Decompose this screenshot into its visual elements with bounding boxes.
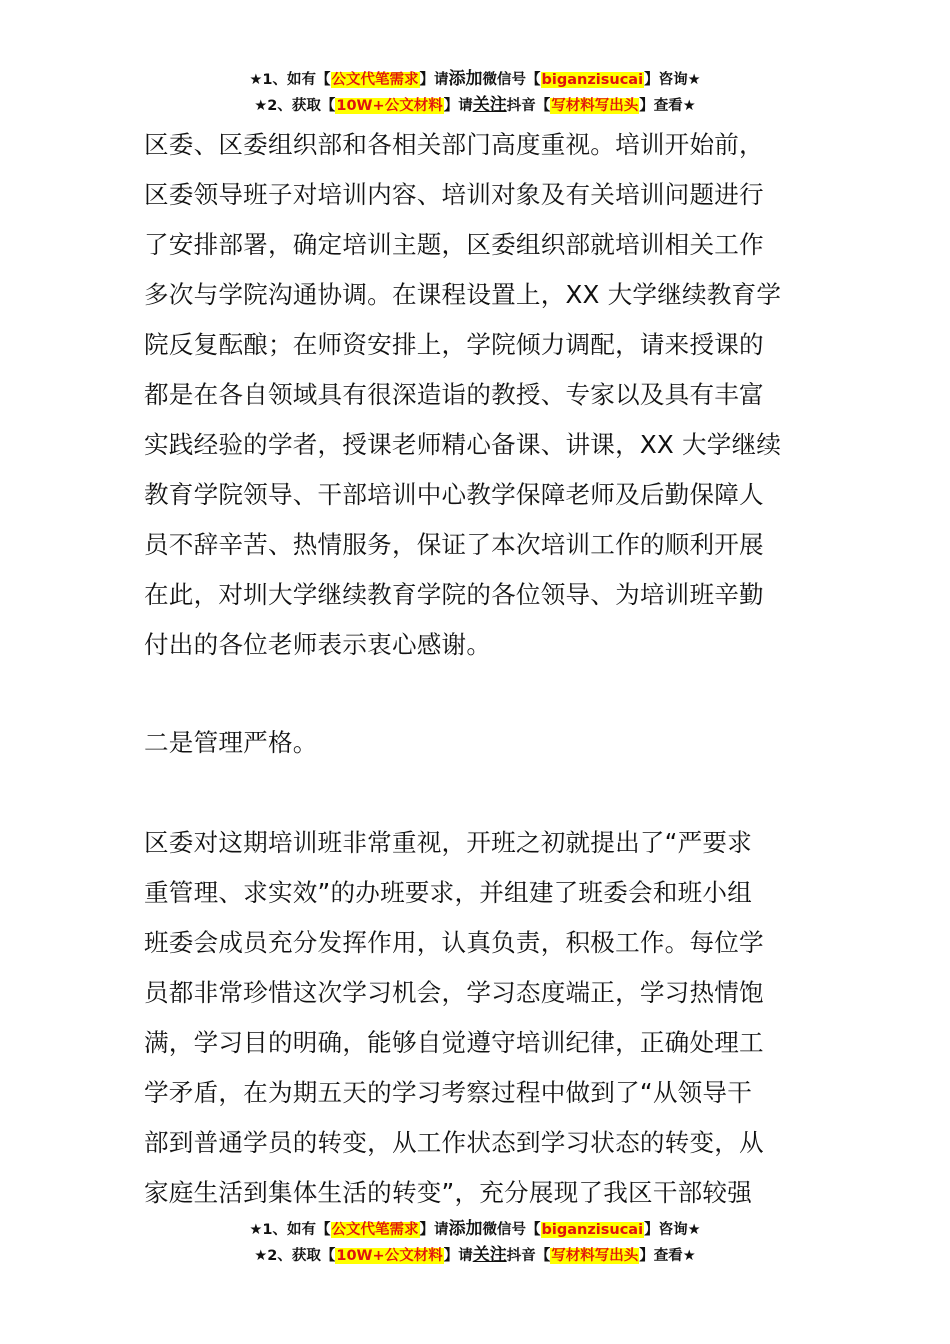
- footer-banner: [0, 1216, 950, 1268]
- banner-emphasis: 关注: [472, 1245, 507, 1265]
- banner-line-1: [0, 66, 950, 92]
- text-line: 班委会成员充分发挥作用，认真负责，积极工作。每位学: [144, 928, 764, 957]
- text-line: 家庭生活到集体生活的转变”，充分展现了我区干部较强: [144, 1178, 752, 1207]
- text-line: 了安排部署，确定培训主题，区委组织部就培训相关工作: [144, 230, 764, 259]
- banner-text: 】咨询★: [644, 72, 701, 88]
- banner-text: 抖音【: [506, 1248, 551, 1264]
- text-line: 学矛盾，在为期五天的学习考察过程中做到了“从领导干: [144, 1078, 752, 1107]
- text-line: 多次与学院沟通协调。在课程设置上，XX 大学继续教育学: [144, 280, 782, 309]
- banner-text: 】请: [419, 72, 449, 88]
- banner-text: 微信号【: [482, 1222, 541, 1238]
- banner-text: 抖音【: [506, 98, 551, 114]
- banner-text: 】请: [419, 1222, 449, 1238]
- banner-emphasis: 添加: [448, 1219, 483, 1239]
- banner-emphasis: 关注: [472, 95, 507, 115]
- banner-account-name: 写材料写出头: [551, 1248, 639, 1264]
- header-banner: [0, 66, 950, 118]
- banner-text: ★2、获取【: [254, 1248, 336, 1264]
- banner-line-2: [0, 92, 950, 118]
- paragraph-2: [144, 818, 808, 1218]
- text-line: 满，学习目的明确，能够自觉遵守培训纪律，正确处理工: [144, 1028, 764, 1057]
- banner-highlight: 公文代笔需求: [331, 72, 419, 88]
- text-line: 区委领导班子对培训内容、培训对象及有关培训问题进行: [144, 180, 764, 209]
- banner-text: 】咨询★: [644, 1222, 701, 1238]
- text-line: 付出的各位老师表示衷心感谢。: [144, 630, 492, 659]
- banner-account-name: 写材料写出头: [551, 98, 639, 114]
- text-line: 部到普通学员的转变，从工作状态到学习状态的转变，从: [144, 1128, 764, 1157]
- banner-text: 】请: [443, 1248, 473, 1264]
- heading-text: 二是管理严格。: [144, 728, 318, 757]
- banner-text: ★1、如有【: [249, 1222, 331, 1238]
- banner-highlight: 10W+公文材料: [336, 1248, 443, 1264]
- banner-text: ★2、获取【: [254, 98, 336, 114]
- text-line: 都是在各自领域具有很深造诣的教授、专家以及具有丰富: [144, 380, 764, 409]
- banner-text: 】请: [443, 98, 473, 114]
- text-line: 员都非常珍惜这次学习机会，学习态度端正，学习热情饱: [144, 978, 764, 1007]
- text-line: 实践经验的学者，授课老师精心备课、讲课，XX 大学继续: [144, 430, 782, 459]
- banner-text: 】查看★: [639, 98, 696, 114]
- text-line: 区委对这期培训班非常重视，开班之初就提出了“严要求: [144, 828, 752, 857]
- text-line: 在此，对圳大学继续教育学院的各位领导、为培训班辛勤: [144, 580, 764, 609]
- banner-emphasis: 添加: [448, 69, 483, 89]
- banner-wechat-id: biganzisucai: [541, 72, 644, 88]
- text-line: 区委、区委组织部和各相关部门高度重视。培训开始前，: [144, 130, 764, 159]
- banner-line-1: [0, 1216, 950, 1242]
- banner-line-2: [0, 1242, 950, 1268]
- text-line: 重管理、求实效”的办班要求，并组建了班委会和班小组: [144, 878, 752, 907]
- banner-text: 】查看★: [639, 1248, 696, 1264]
- paragraph-1: [144, 120, 808, 670]
- banner-wechat-id: biganzisucai: [541, 1222, 644, 1238]
- banner-text: ★1、如有【: [249, 72, 331, 88]
- section-heading: [144, 718, 808, 768]
- text-line: 员不辞辛苦、热情服务，保证了本次培训工作的顺利开展: [144, 530, 764, 559]
- banner-highlight: 公文代笔需求: [331, 1222, 419, 1238]
- banner-highlight: 10W+公文材料: [336, 98, 443, 114]
- banner-text: 微信号【: [482, 72, 541, 88]
- text-line: 教育学院领导、干部培训中心教学保障老师及后勤保障人: [144, 480, 764, 509]
- text-line: 院反复酝酿；在师资安排上，学院倾力调配，请来授课的: [144, 330, 764, 359]
